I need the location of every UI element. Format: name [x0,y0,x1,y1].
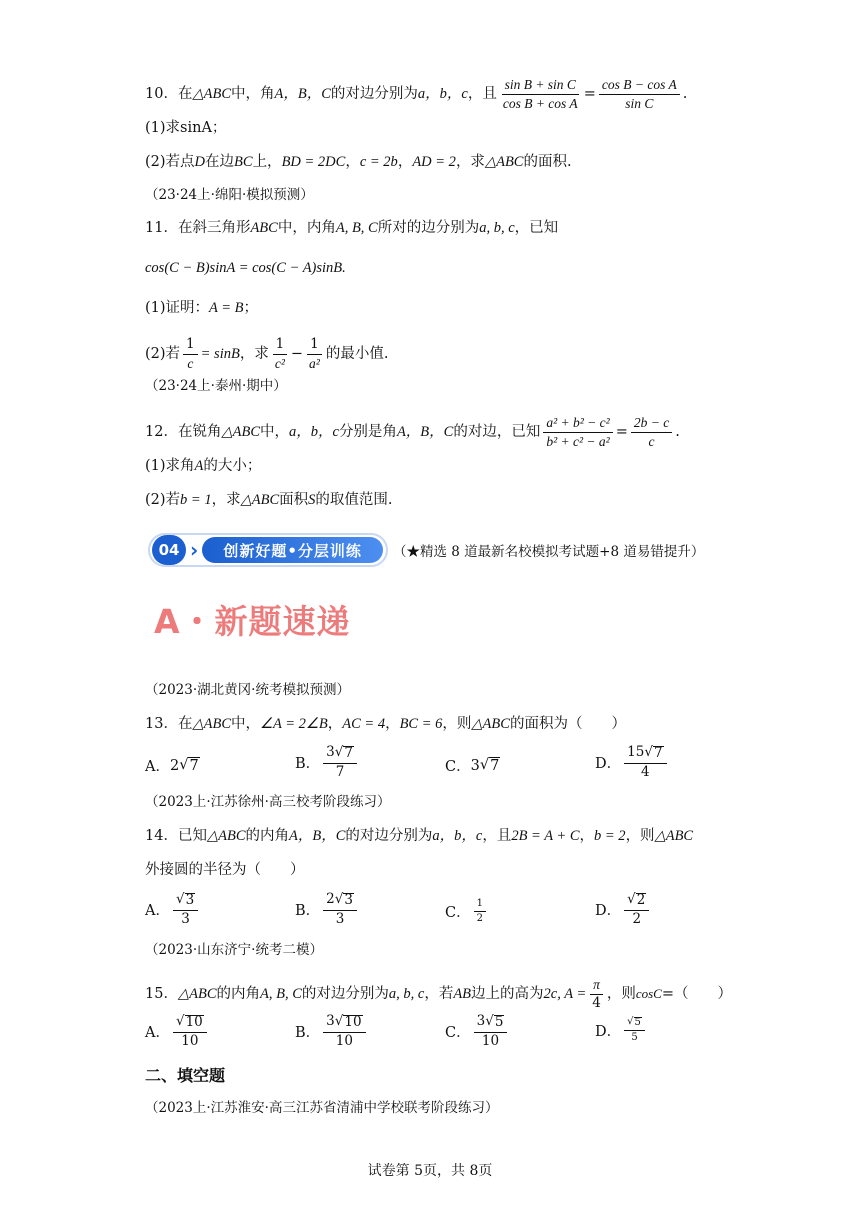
q13-option-b[interactable]: B． 3√ 7 7 [295,746,360,779]
q12-fraction-right: $\frac{2b - c}{c}$ [631,416,672,448]
source-q16: （2023上·江苏淮安·高三江苏省清浦中学校联考阶段练习） [145,1100,499,1116]
banner-note: （★精选 8 道最新名校模拟考试题+8 道易错提升） [393,544,705,560]
q12-part2: (2)若 b = 1 ，求 △ABC 面积 S 的取值范围. [145,492,393,508]
q15-option-a[interactable]: A． √ 10 10 [145,1015,210,1048]
q10-fraction-left: $\frac{\text{sin B + sin C}}{\text{cos B + cos A}}$ [502,77,578,111]
source-q14: （2023上·江苏徐州·高三校考阶段练习） [145,794,391,810]
source-q11: （23·24上·绵阳·模拟预测） [145,187,314,203]
q11-fraction-1-over-c: $\frac{1}{c}$ [183,338,198,370]
q10-fraction-right: $\frac{\text{cos B − cos A}}{\text{sin C}}$ [599,78,680,110]
q13-option-c[interactable]: C． 3 √ 7 [445,757,500,775]
q13-option-a[interactable]: A． 2 √ 7 [145,757,199,775]
q14-option-b[interactable]: B． 2√ 3 3 [295,893,360,926]
banner-title: 创新好题•分层训练 [202,537,383,563]
section-number-badge: 04 [152,535,186,565]
q14-stem-line2: 外接圆的半径为（ ） [145,862,305,878]
q12-part1: (1)求角 A 的大小； [145,458,262,474]
q11-equation: cos(C − B)sinA = cos(C − A)sinB. [145,260,346,276]
q14-stem: 14．已知 △ABC 的内角 A，B，C 的对边分别为 a，b，c ，且 2B = A + C ， b = 2 ，则 △ABC [145,828,694,844]
subsection-title: A・新题速递 [154,602,351,641]
q14-option-c[interactable]: C． $\frac{1}{2}$ [445,899,489,924]
q11-part1: (1)证明： A = B ； [145,300,259,316]
section-banner [148,533,388,567]
q15-option-c[interactable]: C． 3√ 5 10 [445,1015,510,1048]
q12-stem: 12．在锐角 △ABC 中， a，b，c 分别是角 A，B，C 的对边，已知 $\frac{\text{a² + b² − c²}}{\text{b² + c² − a²}}$ = $\frac{2b - c}{c}$ . [145,415,680,449]
q14-option-d[interactable]: D． √ 2 2 [595,893,652,926]
q15-fraction-pi-over-4: $\frac{\pi}{4}$ [589,978,604,1010]
source-q15: （2023·山东济宁·统考二模） [145,942,323,958]
q15-stem: 15． △ABC 的内角 A, B, C 的对边分别为 a, b, c ，若 AB 边上的高为 2c, A = $\frac{\pi}{4}$ ，则 cosC =（ ） [145,977,732,1011]
q11-part2: (2)若 $\frac{1}{c}$ = sinB ，求 $\frac{1}{\text{c²}}$ − $\frac{1}{\text{a²}}$ 的最小值. [145,336,389,371]
q10-part1: (1)求sinA； [145,120,227,136]
page-footer: 试卷第 5页，共 8页 [367,1163,493,1179]
chevron-right-icon: › [190,538,199,562]
q13-option-d[interactable]: D． 15√ 7 4 [595,746,670,779]
q12-fraction-left: $\frac{\text{a² + b² − c²}}{\text{b² + c² − a²}}$ [543,416,612,448]
q15-option-b[interactable]: B． 3√ 10 10 [295,1015,369,1048]
q11-stem: 11．在斜三角形 ABC 中，内角 A, B, C 所对的边分别为 a, b, c ，已知 [145,220,559,236]
q15-option-d[interactable]: D． √ 5 5 [595,1017,648,1043]
q10-part2: (2)若点 D 在边 BC 上， BD = 2DC ， c = 2b ， AD = 2 ，求 △ABC 的面积. [145,154,572,170]
q11-fraction-1-over-c2: $\frac{1}{\text{c²}}$ [272,338,288,370]
q11-fraction-1-over-a2: $\frac{1}{\text{a²}}$ [309,336,320,371]
q14-option-a[interactable]: A． √ 3 3 [145,893,201,926]
source-q12: （23·24上·泰州·期中） [145,378,287,394]
q13-stem: 13．在 △ABC 中， ∠A = 2∠B ， AC = 4 ， BC = 6 ，则 △ABC 的面积为（ ） [145,716,626,732]
source-q13: （2023·湖北黄冈·统考模拟预测） [145,682,350,698]
q10-stem: 10．在 △ABC 中，角 A，B，C 的对边分别为 a，b，c ，且 $\frac{\text{sin B + sin C}}{\text{cos B + cos A}}$ = $\frac{\text{cos B − cos A}}{\text{sin C}}$ . [145,77,688,111]
section-heading-fill-in: 二、填空题 [145,1066,226,1085]
